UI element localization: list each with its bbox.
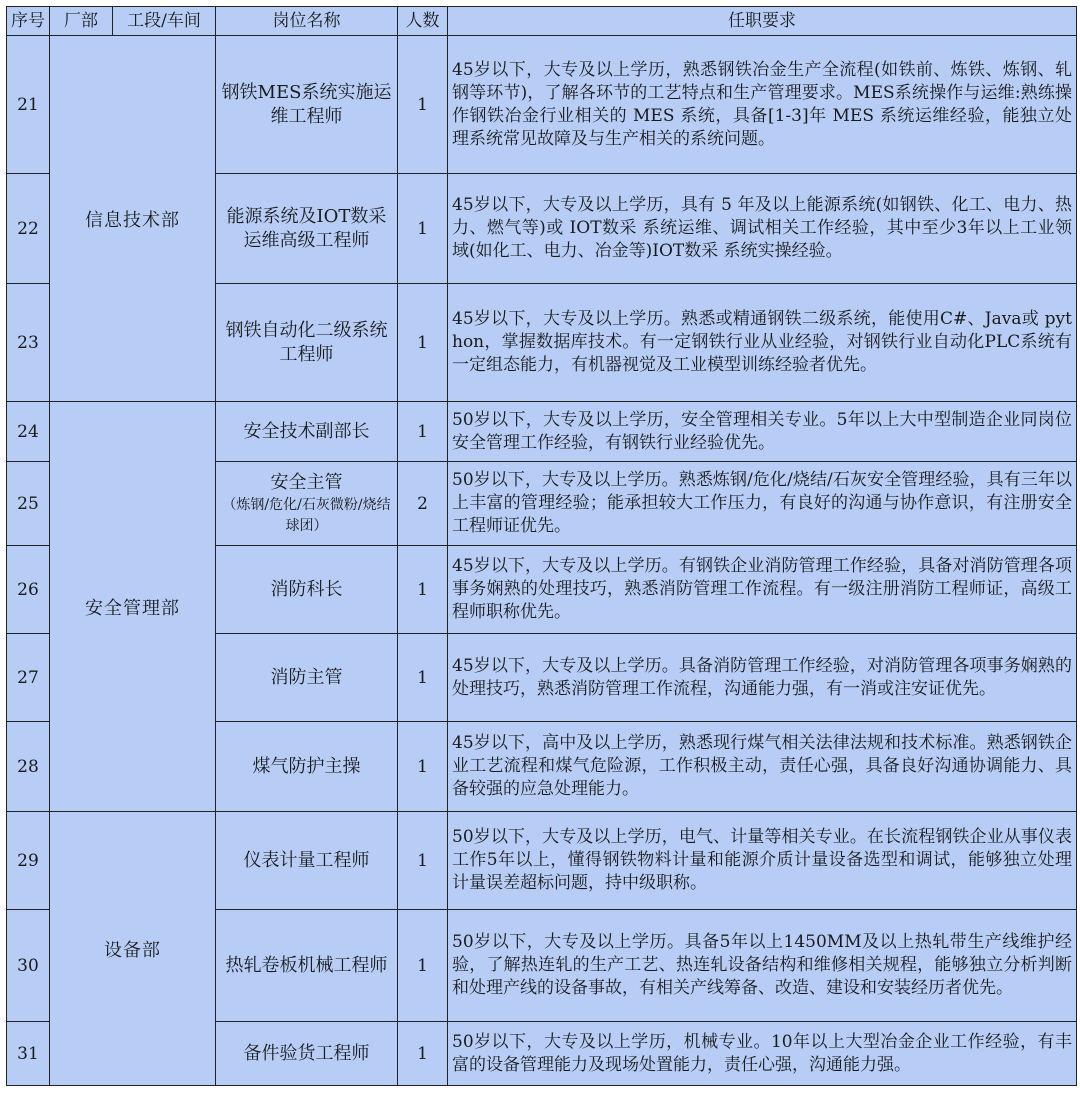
headcount: 1 [398, 812, 448, 910]
headcount: 2 [398, 462, 448, 546]
header-count: 人数 [398, 7, 448, 36]
headcount: 1 [398, 1022, 448, 1086]
requirements-text: 50岁以下，大专及以上学历，电气、计量等相关专业。在长流程钢铁企业从事仪表工作5年以上，懂得钢铁物料计量和能源介质计量设备选型和调试，能够独立处理计量误差超标问题，持中级职称。 [448, 812, 1077, 910]
header-requirements: 任职要求 [448, 7, 1077, 36]
row-seq: 29 [7, 812, 50, 910]
row-seq: 23 [7, 284, 50, 402]
header-position: 岗位名称 [216, 7, 398, 36]
row-seq: 27 [7, 634, 50, 722]
table-row [7, 36, 1077, 174]
row-seq: 31 [7, 1022, 50, 1086]
headcount: 1 [398, 36, 448, 174]
row-seq: 21 [7, 36, 50, 174]
department-cell: 信息技术部 [50, 36, 216, 402]
header-section: 工段/车间 [113, 7, 216, 36]
position-title: 钢铁自动化二级系统工程师 [216, 284, 398, 402]
requirements-text: 50岁以下，大专及以上学历，安全管理相关专业。5年以上大中型制造企业同岗位安全管理工作经验，有钢铁行业经验优先。 [448, 402, 1077, 462]
requirements-text: 45岁以下，大专及以上学历。具备消防管理工作经验，对消防管理各项事务娴熟的处理技巧，熟悉消防管理工作流程，沟通能力强，有一消或注安证优先。 [448, 634, 1077, 722]
row-seq: 24 [7, 402, 50, 462]
headcount: 1 [398, 634, 448, 722]
position-title: 能源系统及IOT数采运维高级工程师 [216, 174, 398, 284]
row-seq: 26 [7, 546, 50, 634]
position-title: 煤气防护主操 [216, 722, 398, 812]
position-title: 备件验货工程师 [216, 1022, 398, 1086]
row-seq: 22 [7, 174, 50, 284]
position-subtitle: （炼钢/危化/石灰微粉/烧结球团） [222, 496, 391, 534]
position-title: 钢铁MES系统实施运维工程师 [216, 36, 398, 174]
headcount: 1 [398, 284, 448, 402]
position-title: 消防主管 [216, 634, 398, 722]
header-factory: 厂部 [50, 7, 113, 36]
position-title: 安全主管 [270, 471, 343, 493]
table-row [7, 812, 1077, 910]
headcount: 1 [398, 546, 448, 634]
requirements-text: 50岁以下，大专及以上学历。具备5年以上1450MM及以上热轧带生产线维护经验，了解热连轧的生产工艺、热连轧设备结构和维修相关规程，能够独立分析判断和处理产线的设备事故，有相关产线筹备、改造、建设和安装经历者优先。 [448, 910, 1077, 1022]
position-title: 仪表计量工程师 [216, 812, 398, 910]
requirements-text: 45岁以下，大专及以上学历，具有 5 年及以上能源系统(如钢铁、化工、电力、热力、燃气等)或 IOT数采 系统运维、调试相关工作经验，其中至少3年以上工业领域(如化工、电力、冶金等)IOT数采 系统实操经验。 [448, 174, 1077, 284]
requirements-text: 45岁以下，大专及以上学历。有钢铁企业消防管理工作经验，具备对消防管理各项事务娴熟的处理技巧，熟悉消防管理工作流程。有一级注册消防工程师证，高级工程师职称优先。 [448, 546, 1077, 634]
job-table [6, 6, 1077, 1086]
requirements-text: 50岁以下，大专及以上学历。熟悉炼钢/危化/烧结/石灰安全管理经验，具有三年以上丰富的管理经验；能承担较大工作压力，有良好的沟通与协作意识，有注册安全工程师证优先。 [448, 462, 1077, 546]
row-seq: 28 [7, 722, 50, 812]
table-header-row [7, 7, 1077, 36]
position-title: 安全技术副部长 [216, 402, 398, 462]
headcount: 1 [398, 402, 448, 462]
department-cell: 设备部 [50, 812, 216, 1086]
headcount: 1 [398, 722, 448, 812]
position-title: 热轧卷板机械工程师 [216, 910, 398, 1022]
requirements-text: 45岁以下，大专及以上学历，熟悉钢铁冶金生产全流程(如铁前、炼铁、炼钢、轧钢等环节)，了解各环节的工艺特点和生产管理要求。MES系统操作与运维:熟练操作钢铁冶金行业相关的 MES 系统，具备[1-3]年 MES 系统运维经验，能独立处理系统常见故障及与生产相关的系统问题。 [448, 36, 1077, 174]
headcount: 1 [398, 910, 448, 1022]
headcount: 1 [398, 174, 448, 284]
row-seq: 25 [7, 462, 50, 546]
position-title: 消防科长 [216, 546, 398, 634]
position-title-with-subtitle [216, 462, 398, 546]
table-row [7, 402, 1077, 462]
requirements-text: 45岁以下，大专及以上学历。熟悉或精通钢铁二级系统，能使用C#、Java或 python，掌握数据库技术。有一定钢铁行业从业经验，对钢铁行业自动化PLC系统有一定组态能力，有机器视觉及工业模型训练经验者优先。 [448, 284, 1077, 402]
requirements-text: 45岁以下，高中及以上学历，熟悉现行煤气相关法律法规和技术标准。熟悉钢铁企业工艺流程和煤气危险源，工作积极主动，责任心强，具备良好沟通协调能力、具备较强的应急处理能力。 [448, 722, 1077, 812]
department-cell: 安全管理部 [50, 402, 216, 812]
row-seq: 30 [7, 910, 50, 1022]
header-seq: 序号 [7, 7, 50, 36]
requirements-text: 50岁以下，大专及以上学历，机械专业。10年以上大型冶金企业工作经验，有丰富的设备管理能力及现场处置能力，责任心强，沟通能力强。 [448, 1022, 1077, 1086]
